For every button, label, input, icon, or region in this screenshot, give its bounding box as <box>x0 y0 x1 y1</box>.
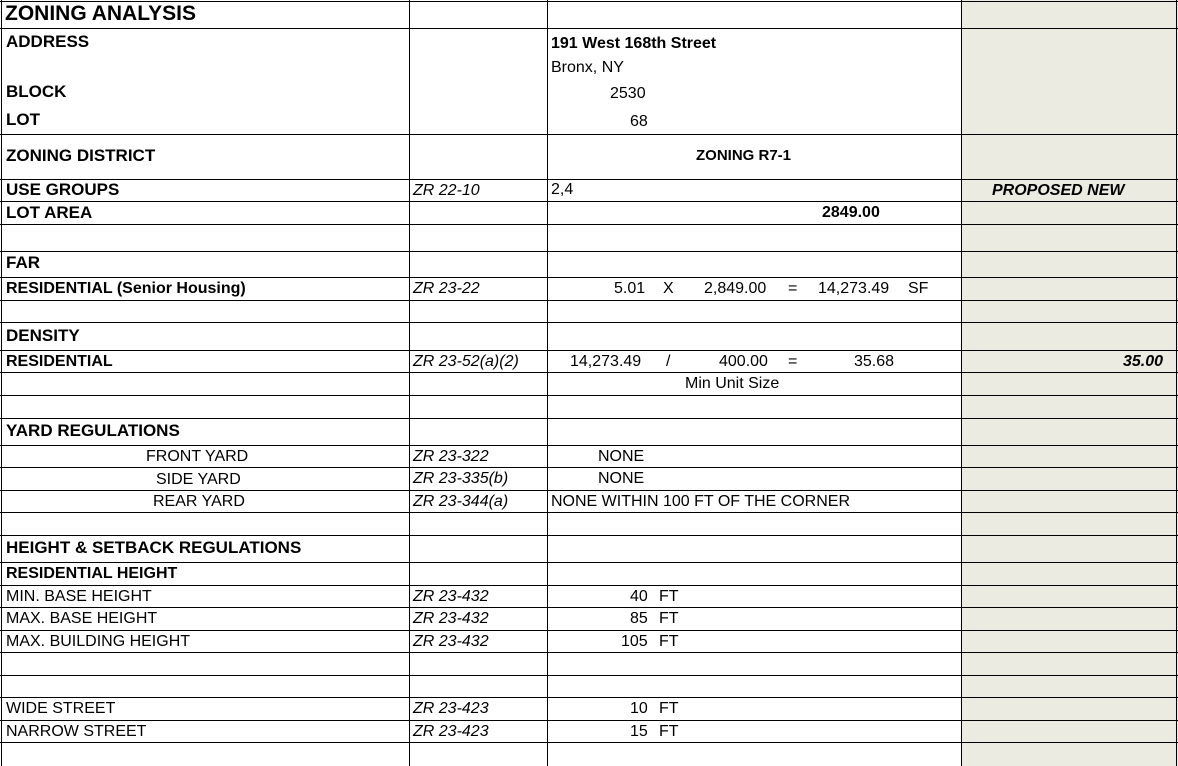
lot-value: 68 <box>630 113 648 130</box>
density-result: 35.68 <box>854 353 895 370</box>
density-ref: ZR 23-52(a)(2) <box>413 353 519 370</box>
row-line <box>0 445 1178 446</box>
lot-area-label: LOT AREA <box>6 203 93 222</box>
row-line <box>0 251 1178 252</box>
address-line-1: 191 West 168th Street <box>551 35 717 52</box>
row-line <box>0 585 1178 586</box>
density-divide: / <box>666 353 671 370</box>
min-base-height-unit: FT <box>659 588 679 605</box>
proposed-new-header: PROPOSED NEW <box>992 182 1125 199</box>
density-divisor: 400.00 <box>719 353 768 370</box>
max-building-height-ref: ZR 23-432 <box>413 633 489 650</box>
rear-yard-ref: ZR 23-344(a) <box>413 493 509 510</box>
density-residential-label: RESIDENTIAL <box>6 353 113 370</box>
density-equals: = <box>788 353 798 370</box>
block-label: BLOCK <box>6 82 67 101</box>
row-line <box>0 300 1178 301</box>
front-yard-label: FRONT YARD <box>146 448 249 465</box>
row-line <box>0 277 1178 278</box>
address-label: ADDRESS <box>6 32 90 51</box>
row-line <box>0 467 1178 468</box>
row-line <box>0 134 1178 135</box>
residential-height-label: RESIDENTIAL HEIGHT <box>6 565 178 582</box>
address-line-2: Bronx, NY <box>551 59 624 76</box>
max-base-height-ref: ZR 23-432 <box>413 610 489 627</box>
min-base-height-value: 40 <box>630 588 648 605</box>
min-base-height-label: MIN. BASE HEIGHT <box>6 588 152 605</box>
yard-regulations-label: YARD REGULATIONS <box>6 421 180 440</box>
side-yard-ref: ZR 23-335(b) <box>413 470 509 487</box>
row-line <box>0 201 1178 202</box>
row-line <box>0 562 1178 563</box>
far-factor: 5.01 <box>614 280 646 297</box>
row-line <box>0 322 1178 323</box>
block-value: 2530 <box>610 85 646 102</box>
row-line <box>0 418 1178 419</box>
zoning-district-value: ZONING R7-1 <box>696 147 792 164</box>
row-line <box>0 395 1178 396</box>
row-line <box>0 607 1178 608</box>
row-line <box>0 350 1178 351</box>
far-residential-label: RESIDENTIAL (Senior Housing) <box>6 280 246 297</box>
max-building-height-value: 105 <box>621 633 648 650</box>
max-building-height-unit: FT <box>659 633 679 650</box>
row-line <box>0 697 1178 698</box>
min-unit-size-note: Min Unit Size <box>685 375 780 392</box>
use-groups-ref: ZR 22-10 <box>413 182 480 199</box>
density-floor-area: 14,273.49 <box>570 353 642 370</box>
lot-label: LOT <box>6 110 40 129</box>
far-multiply: X <box>663 280 674 297</box>
far-label: FAR <box>6 253 40 272</box>
height-setback-label: HEIGHT & SETBACK REGULATIONS <box>6 538 302 557</box>
lot-area-value: 2849.00 <box>822 204 880 221</box>
rear-yard-value: NONE WITHIN 100 FT OF THE CORNER <box>551 493 850 510</box>
far-result: 14,273.49 <box>818 280 890 297</box>
row-line <box>0 490 1178 491</box>
far-unit: SF <box>908 280 929 297</box>
row-line <box>0 675 1178 676</box>
wide-street-value: 10 <box>630 700 648 717</box>
narrow-street-label: NARROW STREET <box>6 723 147 740</box>
density-label: DENSITY <box>6 326 80 345</box>
row-line <box>0 372 1178 373</box>
max-base-height-unit: FT <box>659 610 679 627</box>
column-line <box>961 0 962 766</box>
rear-yard-label: REAR YARD <box>153 493 245 510</box>
row-line <box>0 742 1178 743</box>
page-title: ZONING ANALYSIS <box>5 2 196 25</box>
max-base-height-label: MAX. BASE HEIGHT <box>6 610 158 627</box>
row-line <box>0 720 1178 721</box>
row-line <box>0 28 1178 29</box>
front-yard-value: NONE <box>598 448 645 465</box>
row-line <box>0 512 1178 513</box>
column-line <box>1 0 2 766</box>
wide-street-ref: ZR 23-423 <box>413 700 489 717</box>
far-ref: ZR 23-22 <box>413 280 480 297</box>
side-yard-label: SIDE YARD <box>156 471 241 488</box>
narrow-street-ref: ZR 23-423 <box>413 723 489 740</box>
side-yard-value: NONE <box>598 470 645 487</box>
row-line <box>0 179 1178 180</box>
wide-street-label: WIDE STREET <box>6 700 116 717</box>
front-yard-ref: ZR 23-322 <box>413 448 489 465</box>
use-groups-label: USE GROUPS <box>6 180 120 199</box>
far-equals: = <box>788 280 798 297</box>
zoning-district-label: ZONING DISTRICT <box>6 146 156 165</box>
row-line <box>0 652 1178 653</box>
max-building-height-label: MAX. BUILDING HEIGHT <box>6 633 191 650</box>
row-line <box>0 630 1178 631</box>
narrow-street-unit: FT <box>659 723 679 740</box>
use-groups-value: 2,4 <box>551 181 574 198</box>
row-line <box>0 535 1178 536</box>
column-line <box>409 0 410 766</box>
far-lot-area: 2,849.00 <box>704 280 767 297</box>
max-base-height-value: 85 <box>630 610 648 627</box>
density-proposed: 35.00 <box>1123 353 1164 370</box>
column-line <box>1176 0 1177 766</box>
row-line <box>0 224 1178 225</box>
wide-street-unit: FT <box>659 700 679 717</box>
min-base-height-ref: ZR 23-432 <box>413 588 489 605</box>
column-line <box>547 0 548 766</box>
narrow-street-value: 15 <box>630 723 648 740</box>
